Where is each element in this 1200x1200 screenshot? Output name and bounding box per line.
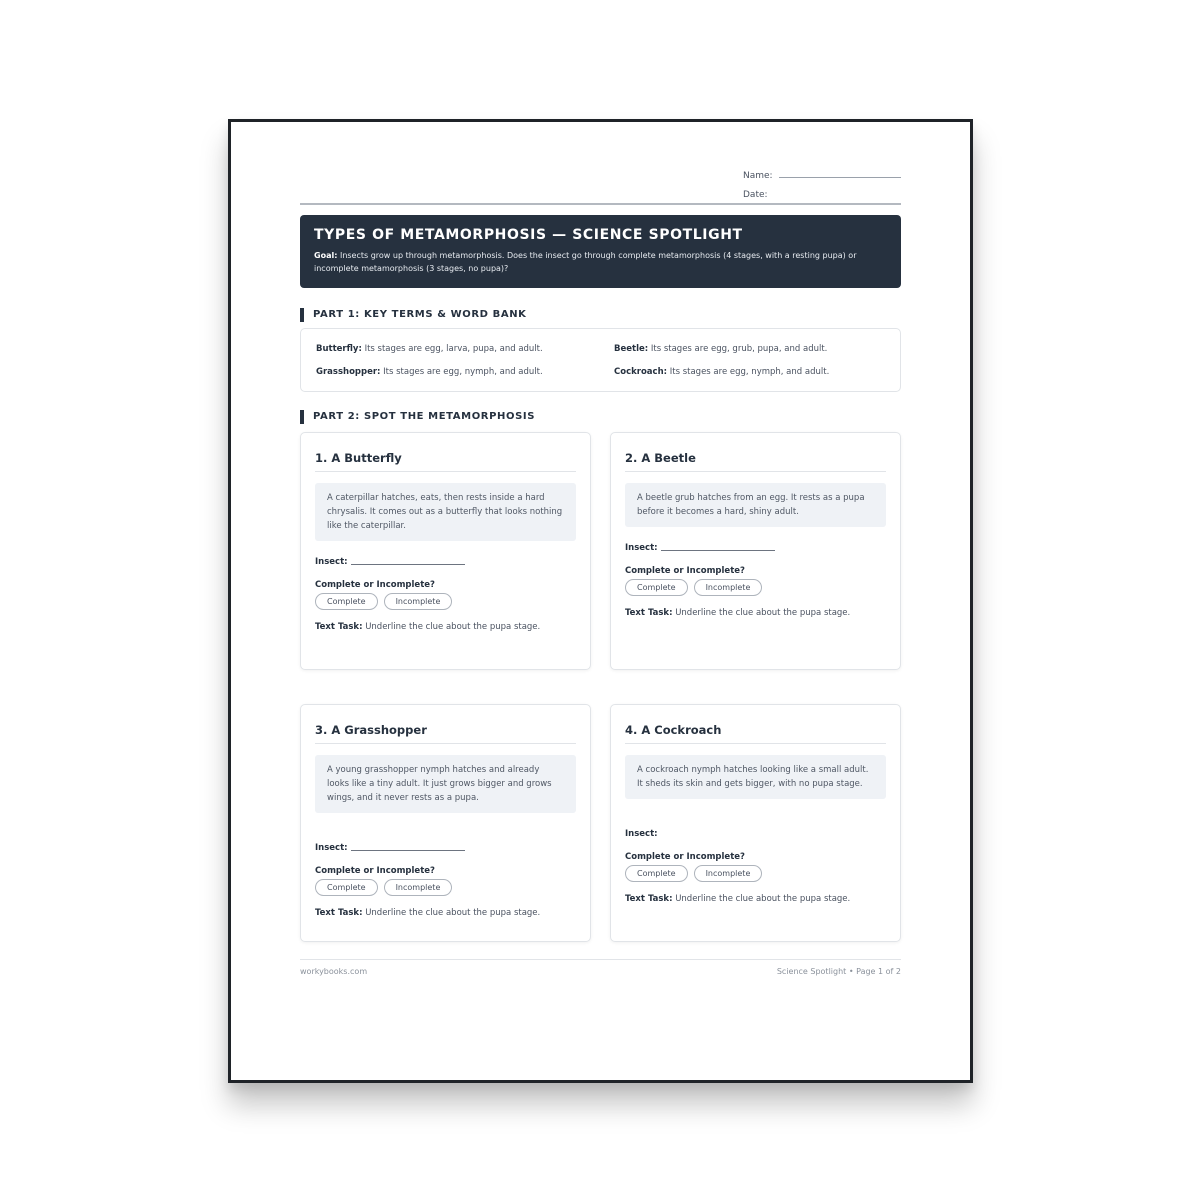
incomplete-option[interactable]: Incomplete	[384, 879, 453, 896]
reading-passage: A cockroach nymph hatches looking like a small adult. It sheds its skin and gets bigger, with no pupa stage.	[625, 755, 886, 799]
term-label: Beetle:	[614, 344, 649, 354]
word-bank-item	[316, 344, 543, 354]
text-task-instruction: Underline the clue about the pupa stage.	[675, 894, 851, 904]
goal-description: Insects grow up through metamorphosis. Does the insect go through complete metamorphosis (4 stages, with a resting pupa) or incomplete metamorphosis (3 stages, no pupa)?	[314, 251, 857, 273]
text-task	[315, 622, 576, 632]
insect-label: Insect:	[625, 543, 658, 553]
text-task-instruction: Underline the clue about the pupa stage.	[675, 608, 851, 618]
term-definition: Its stages are egg, nymph, and adult.	[383, 367, 543, 377]
word-bank-item	[614, 367, 829, 377]
text-task-label: Text Task:	[315, 908, 363, 918]
name-row	[731, 162, 901, 181]
insect-answer-line[interactable]	[661, 550, 775, 551]
answer-area	[315, 555, 576, 632]
incomplete-option[interactable]: Incomplete	[694, 579, 763, 596]
goal-text	[314, 249, 887, 275]
name-label: Name:	[743, 171, 773, 181]
text-task-label: Text Task:	[625, 894, 673, 904]
footer-divider	[300, 959, 901, 960]
complete-incomplete-question: Complete or Incomplete?	[315, 866, 435, 876]
term-label: Grasshopper:	[316, 367, 381, 377]
text-task	[625, 608, 886, 618]
answer-options	[315, 593, 576, 610]
card-title: 1. A Butterfly	[315, 447, 576, 472]
complete-option[interactable]: Complete	[625, 579, 688, 596]
complete-option[interactable]: Complete	[315, 593, 378, 610]
card-title: 4. A Cockroach	[625, 719, 886, 744]
word-bank-item	[316, 367, 543, 377]
worksheet-title: TYPES OF METAMORPHOSIS — SCIENCE SPOTLIGHT	[314, 227, 743, 243]
insect-label: Insect:	[315, 557, 348, 567]
reading-passage: A young grasshopper nymph hatches and already looks like a tiny adult. It just grows bigger and grows wings, and it never rests as a pupa.	[315, 755, 576, 813]
insect-row	[625, 541, 886, 553]
question-card-cockroach	[610, 704, 901, 942]
insect-label: Insect:	[625, 829, 658, 839]
name-line[interactable]	[779, 177, 901, 178]
title-banner	[300, 215, 901, 288]
question-card-grasshopper	[300, 704, 591, 942]
insect-row	[625, 827, 886, 839]
answer-area	[625, 541, 886, 618]
date-row	[731, 181, 901, 200]
footer-site: workybooks.com	[300, 967, 368, 976]
text-task	[315, 908, 576, 918]
term-definition: Its stages are egg, nymph, and adult.	[669, 367, 830, 377]
word-bank	[300, 328, 901, 392]
text-task-label: Text Task:	[625, 608, 673, 618]
header-divider	[300, 203, 901, 205]
answer-options	[625, 579, 886, 596]
answer-area	[315, 841, 576, 918]
complete-option[interactable]: Complete	[315, 879, 378, 896]
term-definition: Its stages are egg, larva, pupa, and adult.	[364, 344, 543, 354]
reading-passage: A caterpillar hatches, eats, then rests inside a hard chrysalis. It comes out as a butterfly that looks nothing like the caterpillar.	[315, 483, 576, 541]
card-title: 2. A Beetle	[625, 447, 886, 472]
insect-answer-line[interactable]	[351, 564, 465, 565]
term-label: Cockroach:	[614, 367, 668, 377]
date-label: Date:	[743, 190, 768, 200]
complete-incomplete-question: Complete or Incomplete?	[315, 580, 435, 590]
complete-option[interactable]: Complete	[625, 865, 688, 882]
insect-label: Insect:	[315, 843, 348, 853]
text-task	[625, 894, 886, 904]
insect-row	[315, 841, 576, 853]
answer-options	[315, 879, 576, 896]
name-date-block	[731, 162, 901, 200]
worksheet-page	[228, 119, 973, 1083]
question-card-beetle	[610, 432, 901, 670]
complete-incomplete-question: Complete or Incomplete?	[625, 566, 745, 576]
insect-answer-line[interactable]	[351, 850, 465, 851]
part1-heading: PART 1: KEY TERMS & WORD BANK	[300, 308, 527, 322]
incomplete-option[interactable]: Incomplete	[694, 865, 763, 882]
goal-label: Goal:	[314, 251, 338, 260]
answer-area	[625, 827, 886, 904]
reading-passage: A beetle grub hatches from an egg. It rests as a pupa before it becomes a hard, shiny adult.	[625, 483, 886, 527]
question-card-butterfly	[300, 432, 591, 670]
text-task-instruction: Underline the clue about the pupa stage.	[365, 908, 541, 918]
part2-heading: PART 2: SPOT THE METAMORPHOSIS	[300, 410, 535, 424]
word-bank-item	[614, 344, 827, 354]
term-label: Butterfly:	[316, 344, 362, 354]
footer-page-number: Science Spotlight • Page 1 of 2	[776, 967, 901, 976]
answer-options	[625, 865, 886, 882]
complete-incomplete-question: Complete or Incomplete?	[625, 852, 745, 862]
incomplete-option[interactable]: Incomplete	[384, 593, 453, 610]
insect-row	[315, 555, 576, 567]
text-task-instruction: Underline the clue about the pupa stage.	[365, 622, 541, 632]
worksheet-content	[300, 122, 901, 1080]
text-task-label: Text Task:	[315, 622, 363, 632]
term-definition: Its stages are egg, grub, pupa, and adult.	[650, 344, 828, 354]
card-title: 3. A Grasshopper	[315, 719, 576, 744]
